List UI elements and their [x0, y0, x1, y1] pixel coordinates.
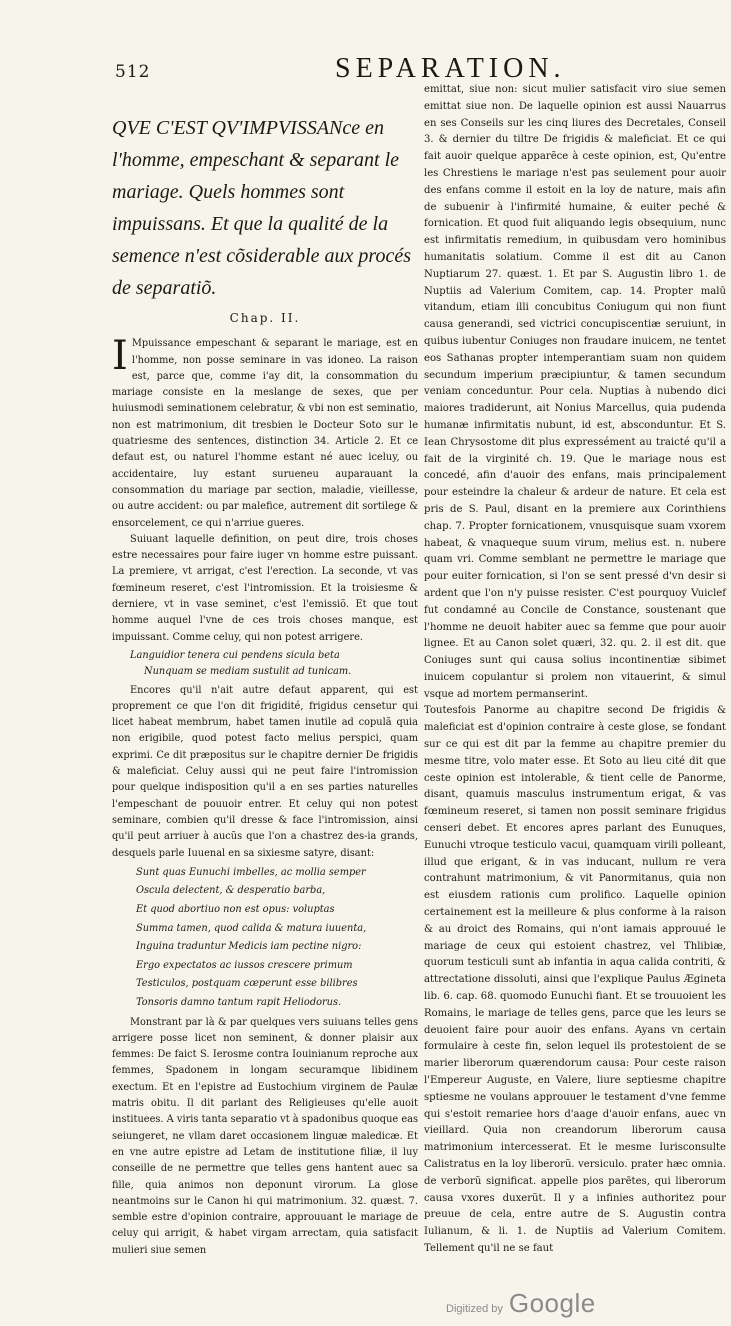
verse-line: Oscula delectent, & desperatio barba,: [136, 885, 326, 897]
paragraph-6: Toutesfois Panorme au chapitre second De frigidis & maleficiat est d'opinion contraire à ceste glose, se fondant sur ce qui est dit par la femme au chapitre premier du mesme titre, volo mater esse. Et Soto au lieu cité dit que ceste opinion est intolerable, & tient celle de Panorme, disant, quamuis masculus instrumentum erigat, & vas fœmineum reseret, si tamen non possit seminare frigidus censeri debet. Et encores apres parlant des Eunuques, Eunuchi vtroque testiculo vacui, quamquam virili polleant, illud que erigant, & in vas inducant, nullum re vera contrahunt matrimonium, & vit Panormitanus, quia non est eiusdem rationis cum prolifico. Laquelle opinion certainement est la meilleure & plus conforme à la raison & au droict des Romains, qui n'ont iamais approuué le mariage de ceux qui estoient chastrez, vel Thlibiæ, quorum testiculi sunt ab infantia in aqua calida contriti, & attrectatione dissoluti, ainsi que l'explique Paulus Ægineta lib. 6. cap. 68. quomodo Eunuchi fiant. Et se trouuoient les Romains, le mariage de telles gens, parce que les leurs se deuoient faire pour auoir des enfans. Ayans vn certain formulaire à ceste fin, selon lequel ils protestoient de se marier liberorum quærendorum causa: Pour ceste raison l'Empereur Auguste, en Valere, liure septiesme chapitre sptiesme ne voulans approuuer le testament d'vne femme qui s'estoit remariee hors d'aage d'auoir enfans, auec vn vieillard. Quia non creandorum liberorum causa matrimonium intercesserat. Et le mesme Iurisconsulte Calistratus en la loy liberorũ. versiculo. prater hæc omnia. de verborũ significat. appelle pios parētes, qui liberorum causa vxores duxerũt. Il y a infinies authoritez pour preuue de cela, entre autre de S. Augustin contra Iulianum, & li. 1. de Nuptiis ad Valerium Comitem. Tellement qu'il ne se faut: [424, 705, 726, 1254]
verse-line: Inguina traduntur Medicis iam pectine nigro:: [136, 941, 362, 953]
martial-quote: [112, 648, 418, 681]
verse-line: Summa tamen, quod calida & matura iuuenta,: [136, 922, 367, 934]
verse-line: Tonsoris damno tantum rapit Heliodorus.: [136, 996, 342, 1008]
page-number: 512: [115, 62, 151, 82]
paragraph-4: Monstrant par là & par quelques vers suiuans telles gens arrigere posse licet non seminent, & donner plaisir aux femmes: De faict S. Ierosme contra Iouinianum reproche aux femmes, Spadonem in longam securamque libidinem exectum. Et en l'epistre ad Eustochium virginem de Paulæ matris obitu. Il dit parlant des Religieuses qu'elle auoit instituees. A viris tanta separatio vt à spadonibus quoque eas seiungeret, ne vllam daret occasionem linguæ maledicæ. Et en vne autre epistre ad Letam de institutione filiæ, il luy conseille de ne permettre que telles gens hantent auec sa fille, quia animos non deponunt virorum. La glose neantmoins sur le Canon hi qui matrimonium. 32. quæst. 7. semble estre d'opinion contraire, approuuant le mariage de celuy qui arrigit, & habet virgam arrectam, quia satisfacit mulieri siue semen: [112, 1016, 418, 1256]
google-logo: Google: [508, 1288, 596, 1318]
running-title: SEPARATION.: [335, 53, 566, 84]
quote-line: Languidior tenera cui pendens sicula beta: [130, 649, 340, 661]
paragraph-2: Suiuant laquelle definition, on peut dire, trois choses estre necessaires pour faire iuger vn homme estre puissant. La premiere, vt arrigat, c'est l'erection. La seconde, vt vas fœmineum reseret, c'est l'intromission. Et la troisiesme & derniere, vt in vase seminet, c'est l'emissiõ. Et que tout homme auquel l'vne de ces trois choses manque, est impuissant. Comme celuy, qui non potest arrigere.: [112, 533, 418, 643]
digitized-by-label: Digitized by: [446, 1303, 503, 1315]
chapter-title: QVE C'EST QV'IMPVISSANce en l'homme, empeschant & separant le mariage. Quels hommes sont impuissans. Et que la qualité de la semence n'est cõsiderable aux procés de separatiõ.: [112, 117, 411, 299]
drop-capital: I: [112, 333, 128, 380]
quote-line: Nunquam se mediam sustulit ad tunicam.: [144, 666, 352, 678]
right-column: [424, 82, 726, 1258]
verse-line: Et quod abortiuo non est opus: voluptas: [136, 903, 335, 915]
juvenal-verses: [112, 864, 418, 1013]
paragraph-1: I Mpuissance empeschant & separant le mariage, est en l'homme, non posse seminare in vas idoneo. La raison est, parce que, comme i'ay dit, la consommation du mariage consiste en la meslange de sexes, que per huiusmodi seminationem celebratur, & vbi non est seminatio, non est matrimonium, dit tresbien le Docteur Soto sur le quatriesme des sentences, distinction 34. Article 2. Et ce defaut est, ou naturel l'homme estant né auec iceluy, ou accidentaire, luy estant surueneu auparauant la consommation du mariage par section, maladie, vieillesse, ou autre accident: ou par malefice, autrement dit sortilege & ensorcelement, ce qui n'arriue gueres.: [112, 333, 418, 529]
verse-line: Testiculos, postquam cœperunt esse bilibres: [136, 978, 358, 990]
paragraph-5: emittat, siue non: sicut mulier satisfacit viro siue semen emittat siue non. De laquelle opinion est aussi Nauarrus en ses Conseils sur les cinq liures des Decretales, Conseil 3. & dernier du tiltre De frigidis & maleficiat. Et ce qui fait auoir quelque apparẽce à ceste opinion, est, Qu'entre les Chrestiens le mariage n'est pas seulement pour auoir des enfans comme il estoit en la loy de nature, mais afin de subuenir à l'infirmité humaine, & euiter peché & fornication. Et quod fuit aliquando legis obsequium, nunc est infirmitatis remedium, in quibusdam vero hominibus humanitatis solatium. Comme il est dit au Canon Nuptiarum 27. quæst. 1. Et par S. Augustin libro 1. de Nuptiis ad Valerium Comitem, cap. 14. Propter malū vitandum, etiam illi concubitus Coniugum qui non fiunt causa generandi, sed victrici concupiscentiæ seruiunt, in quibus iubentur Coniuges non fraudare inuicem, ne tentet eos Sathanas propter intemperantiam suam non quidem secundum imperium præcipiuntur, & tamen secundum veniam conceduntur. Pour cela. Nuptias à nubendo dici maiores tradiderunt, ait Nonius Marcellus, quia pudenda humanæ infirmitatis nubunt, id est, absconduntur. Et S. Iean Chrysostome dit plus expressément au traicté qu'il a fait de la virginité ch. 19. Que le mariage nous est concedé, afin d'auoir des enfans, mais principalement pour esteindre la chaleur & ardeur de nature. Et cela est pris de S. Paul, disant en la premiere aux Corinthiens chap. 7. Propter fornicationem, vnusquisque suam vxorem habeat, & vnaqueque suum virum, melius est. n. nubere quam vri. Comme semblant ne permettre le mariage que pour euiter fornication, si l'on se sent pressé d'vn desir si ardent que l'on n'y puisse resister. C'est pourquoy Vuiclef fut condamné au Concile de Constance, soustenant que l'homme ne deuoit habiter auec sa femme que pour auoir lignee. Et au Canon solet quæri, 32. qu. 2. il est dit. que Coniuges sunt qui causa solius incontinentiæ sibimet inuicem copulantur si prolem non vitauerint, & simul vsque ad mortem permanserint.: [424, 84, 726, 700]
paragraph-3: Encores qu'il n'ait autre defaut apparent, qui est proprement ce que l'on dit frigidité, frigidus censetur qui licet habeat membrum, habet tamen inutile ad copulã quia non erigibile, quod potest facto melius perspici, quam exprimi. Ce dit præpositus sur le chapitre dernier De frigidis & maleficiat. Celuy aussi qui ne peut faire l'intromission pour quelque indisposition qu'il a en ses parties naturelles l'empeschant de pouuoir entrer. Et celuy qui non potest seminare, combien qu'il dresse & face l'intromission, ainsi qu'il peut arriuer à aucũs que l'on a chastrez des-ia grands, desquels parle Iuuenal en sa sixiesme satyre, disant:: [112, 684, 418, 859]
left-column: [112, 112, 418, 1259]
verse-line: Ergo expectatos ac iussos crescere primum: [136, 959, 353, 971]
verse-line: Sunt quas Eunuchi imbelles, ac mollia semper: [136, 866, 366, 878]
chapter-number: Chap. II.: [229, 311, 301, 325]
google-watermark: [446, 1288, 596, 1319]
